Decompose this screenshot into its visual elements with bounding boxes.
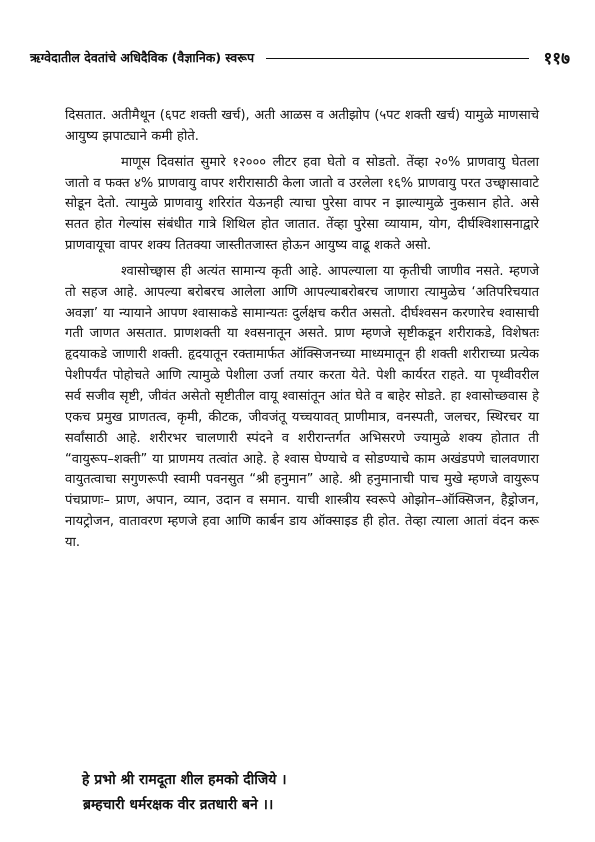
verse-block	[82, 768, 522, 818]
running-title: ऋग्वेदातील देवतांचे अधिदैविक (वैज्ञानिक) स्वरूप	[30, 49, 255, 65]
verse-line-1: हे प्रभो श्री रामदूता शील हमको दीजिये ।	[82, 772, 287, 788]
running-header	[30, 46, 570, 68]
paragraph-1: दिसतात. अतीमैथून (६पट शक्ती खर्च), अती आळस व अतीझोप (५पट शक्ती खर्च) यामुळे माणसाचे आयुष्य झपाट्याने कमी होते.	[65, 108, 539, 144]
paragraph-2: माणूस दिवसांत सुमारे १२००० लीटर हवा घेतो व सोडतो. तेंव्हा २०% प्राणवायु घेतला जातो व फक्त ४% प्राणवायु वापर शरीरासाठी केला जातो व उरलेला १६% प्राणवायु परत उच्छ्वासावाटे सोडून देतो. त्यामुळे प्राणवायु शरिरांत येऊनही त्याचा पुरेसा वापर न झाल्यामुळे नुकसान होते. असे सतत होत गेल्यांस संबंधीत गात्रे शिथिल होत जातात. तेंव्हा पुरेसा व्यायाम, योग, दीर्घश्विशासनाद्वारे प्राणवायूचा वापर शक्य तितक्या जास्तीतजास्त होऊन आयुष्य वाढू शकते असो.	[65, 154, 539, 254]
paragraph-3: श्वासोच्छ्वास ही अत्यंत सामान्य कृती आहे. आपल्याला या कृतीची जाणीव नसते. म्हणजे तो सहज आहे. आपल्या बरोबरच आलेला आणि आपल्याबरोबरच जाणारा त्यामुळेच ‘अतिपरिचयात अवज्ञा’ या न्यायाने आपण श्वासाकडे सामान्यतः दुर्लक्षच करीत असतो. दीर्घश्वसन करणारेच श्वासाची गती जाणत असतात. प्राणशक्ती या श्वसनातून असते. प्राण म्हणजे सृष्टीकडून शरीराकडे, विशेषतः हृदयाकडे जाणारी शक्ती. हृदयातून रक्तामार्फत ऑक्सिजनच्या माध्यमातून ही शक्ती शरीराच्या प्रत्येक पेशीपर्यंत पोहोचते आणि त्यामुळे पेशीला उर्जा तयार करता येते. पेशी कार्यरत राहते. या पृथ्वीवरील सर्व सजीव सृष्टी, जीवंत असेतो सृष्टीतील वायू श्वासांतून आंत घेते व बाहेर सोडते. हा श्वासोच्छवास हे एकच प्रमुख प्राणतत्व, कृमी, कीटक, जीवजंतू यच्चयावत् प्राणीमात्र, वनस्पती, जलचर, स्थिरचर या सर्वांसाठी आहे. शरीरभर चालणारी स्पंदने व शरीरान्तर्गत अभिसरणे ज्यामुळे शक्य होतात ती “वायुरूप–शक्ती” या प्राणमय तत्वांत आहे. हे श्वास घेण्याचे व सोडण्याचे काम अखंडपणे चालवणारा वायुतत्वाचा सगुणरूपी स्वामी पवनसुत “श्री हनुमान” आहे. श्री हनुमानाची पाच मुखे म्हणजे वायुरूप पंचप्राणः– प्राण, अपान, व्यान, उदान व समान. याची शास्त्रीय स्वरूपे ओझोन–ऑक्सिजन, हैड्रोजन, नायट्रोजन, वातावरण म्हणजे हवा आणि कार्बन डाय ऑक्साइड ही होत. तेव्हा त्याला आतां वंदन करू या.	[65, 263, 539, 550]
header-rule	[266, 58, 529, 59]
page-number: ११७	[543, 48, 570, 69]
verse-line-2: ब्रम्हचारी धर्मरक्षक वीर व्रतधारी बने ।।	[83, 797, 274, 813]
body-text	[65, 106, 539, 554]
